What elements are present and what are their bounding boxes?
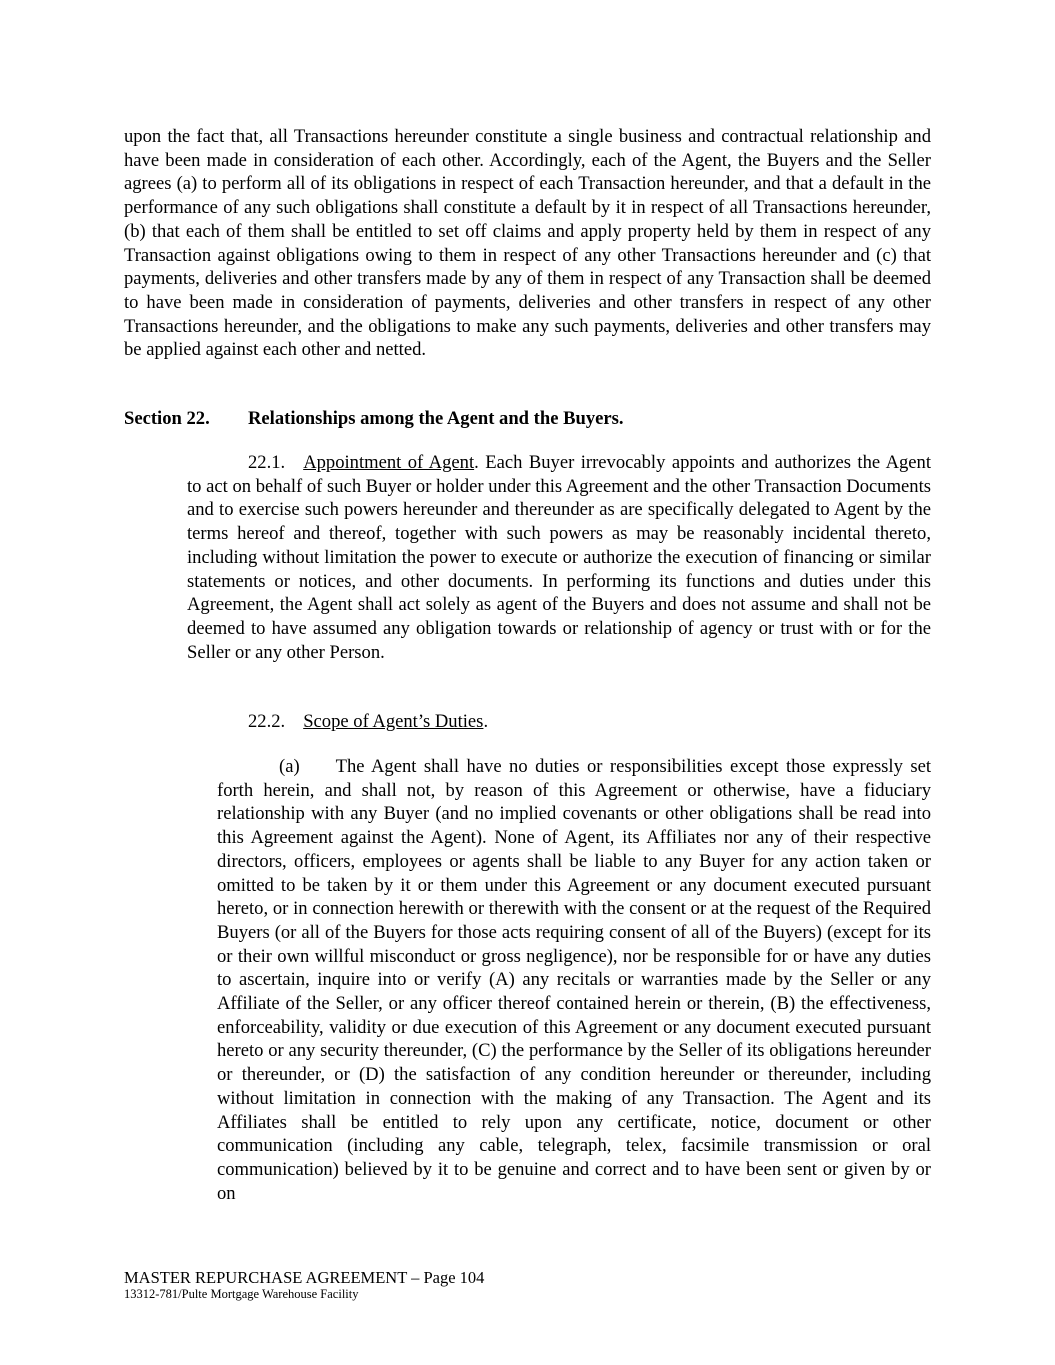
footer-title: MASTER REPURCHASE AGREEMENT – Page 104 [124,1268,485,1287]
subsection-heading: Scope of Agent’s Duties [303,711,484,732]
subsection-text: . Each Buyer irrevocably appoints and authorizes the Agent to act on behalf of such Buyer or holder under this Agreement and the other Transaction Documents and to exercise such powers hereunder and thereunder as are specifically delegated to Agent by the terms hereof and thereof, together with such powers as may be reasonably incidental thereto, including without limitation the power to execute or authorize the execution of financing or similar statements or notices, and other documents. In performing its functions and duties under this Agreement, the Agent shall act solely as agent of the Buyers and does not assume and shall not be deemed to have assumed any obligation towards or relationship of agency or trust with or for the Seller or any other Person. [187,452,932,663]
clause-text: The Agent shall have no duties or responsibilities except those expressly set forth herein, and shall not, by reason of this Agreement or otherwise, have a fiduciary relationship with any Buyer (and no implied covenants or other obligations shall be read into this Agreement against the Agent). None of Agent, its Affiliates nor any of their respective directors, officers, employees or agents shall be liable to any Buyer for any action taken or omitted to be taken by it or them under this Agreement or any document executed pursuant hereto, or in connection herewith or therewith with the consent or at the request of the Required Buyers (or all of the Buyers for those acts requiring consent of all of the Buyers) (except for its or their own willful misconduct or gross negligence), nor be responsible for or have any duties to ascertain, inquire into or verify (A) any recitals or warranties made by the Seller or any Affiliate of the Seller, or any officer thereof contained herein or therein, (B) the effectiveness, enforceability, validity or due execution of this Agreement or any document executed pursuant hereto or any security thereunder, (C) the performance by the Seller of its obligations hereunder or thereunder, or (D) the satisfaction of any condition hereunder or thereunder, including without limitation in connection with the making of any Transaction. The Agent and its Affiliates shall be entitled to rely upon any certificate, notice, document or other communication (including any cable, telegraph, telex, facsimile transmission or oral communication) believed by it to be genuine and correct and to have been sent or given by or on [217,756,931,1204]
paragraph-netting: upon the fact that, all Transactions hereunder constitute a single business and contractual relationship and have been made in consideration of each other. Accordingly, each of the Agent, the Buyers and the Seller agrees (a) to perform all of its obligations in respect of each Transaction hereunder, and that a default in the performance of any such obligations shall constitute a default by it in respect of all Transactions hereunder, (b) that each of them shall be entitled to set off claims and apply property held by them in respect of any Transaction against obligations owing to them in respect of any other Transactions hereunder and (c) that payments, deliveries and other transfers made by any of them in respect of any Transaction shall be deemed to have been made in consideration of payments, deliveries and other transfers in respect of any other Transactions hereunder, and the obligations to make any such payments, deliveries and other transfers may be applied against each other and netted. [124,126,931,361]
subsection-text: . [483,711,489,732]
section-22-heading [124,407,931,431]
page-footer [124,1268,484,1302]
subsection-heading: Appointment of Agent [303,452,475,473]
subsection-number: 22.2. [248,711,286,732]
section-22-2-paragraph [187,710,931,734]
section-22-1-paragraph [187,451,931,664]
section-22-2-a-paragraph [217,755,931,1205]
clause-label: (a) [279,756,300,777]
subsection-number: 22.1. [248,452,286,473]
section-number: Section 22. [124,408,210,429]
section-title: Relationships among the Agent and the Buyers. [248,408,624,429]
footer-doc-id: 13312-781/Pulte Mortgage Warehouse Facility [124,1287,359,1301]
